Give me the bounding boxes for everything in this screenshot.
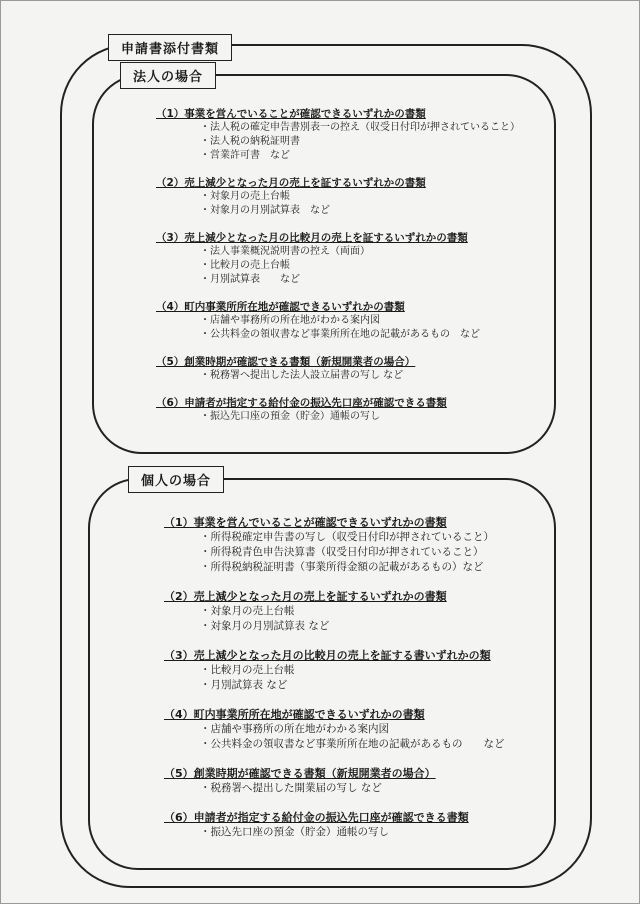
individual-item-document: ・公共料金の領収書など事業所所在地の記載があるもの など	[200, 738, 505, 750]
individual-item-document: ・比較月の売上台帳	[200, 664, 295, 676]
corporate-item-document: ・対象月の月別試算表 など	[200, 205, 330, 216]
corporate-item-document: ・月別試算表 など	[200, 274, 300, 285]
individual-item	[164, 588, 505, 634]
corporate-item-heading: （3）売上減少となった月の比較月の売上を証するいずれかの書類	[156, 232, 468, 244]
individual-item-heading: （4）町内事業所所在地が確認できるいずれかの書類	[164, 708, 425, 721]
corporate-item-heading: （4）町内事業所所在地が確認できるいずれかの書類	[156, 301, 405, 313]
corporate-section-label: 法人の場合	[120, 62, 216, 89]
individual-item-list	[164, 514, 505, 853]
individual-item	[164, 706, 505, 752]
individual-item-document: ・所得税青色申告決算書（収受日付印が押されていること）	[200, 546, 484, 558]
individual-item-document: ・対象月の売上台帳	[200, 605, 295, 617]
corporate-item-document: ・公共料金の領収書など事業所所在地の記載があるもの など	[200, 329, 480, 340]
individual-item-document: ・所得税確定申告書の写し（収受日付印が押されていること）	[200, 531, 494, 543]
individual-item-document: ・所得税納税証明書（事業所得金額の記載があるもの）など	[200, 561, 484, 573]
corporate-item-list	[156, 106, 520, 436]
individual-item	[164, 514, 505, 575]
individual-item	[164, 647, 505, 693]
corporate-item	[156, 106, 520, 163]
individual-item	[164, 765, 505, 796]
corporate-item-document: ・法人税の納税証明書	[200, 136, 300, 147]
individual-item-heading: （3）売上減少となった月の比較月の売上を証する書いずれかの類	[164, 649, 491, 662]
corporate-item-heading: （1）事業を営んでいることが確認できるいずれかの書類	[156, 108, 426, 120]
corporate-item-document: ・法人事業概況説明書の控え（両面）	[200, 246, 370, 257]
corporate-item-document: ・対象月の売上台帳	[200, 191, 290, 202]
corporate-item-document: ・税務署へ提出した法人設立届書の写し など	[200, 370, 404, 381]
corporate-item	[156, 299, 520, 342]
corporate-item-document: ・営業許可書 など	[200, 150, 290, 161]
corporate-item-document: ・店舗や事務所の所在地がわかる案内図	[200, 315, 380, 326]
corporate-item	[156, 175, 520, 218]
corporate-item-document: ・法人税の確定申告書別表一の控え（収受日付印が押されていること）	[200, 122, 520, 133]
corporate-item	[156, 354, 520, 383]
corporate-item-heading: （6）申請者が指定する給付金の振込先口座が確認できる書類	[156, 397, 447, 409]
individual-item-heading: （6）申請者が指定する給付金の振込先口座が確認できる書類	[164, 811, 469, 824]
corporate-item-document: ・振込先口座の預金（貯金）通帳の写し	[200, 411, 380, 422]
individual-item-document: ・税務署へ提出した開業届の写し など	[200, 782, 382, 794]
individual-item	[164, 809, 505, 840]
corporate-item-heading: （5）創業時期が確認できる書類（新規開業者の場合）	[156, 356, 416, 368]
individual-item-document: ・対象月の月別試算表 など	[200, 620, 330, 632]
individual-item-heading: （1）事業を営んでいることが確認できるいずれかの書類	[164, 516, 447, 529]
individual-section-label: 個人の場合	[128, 466, 224, 493]
corporate-item-document: ・比較月の売上台帳	[200, 260, 290, 271]
individual-item-heading: （2）売上減少となった月の売上を証するいずれかの書類	[164, 590, 447, 603]
corporate-item	[156, 230, 520, 287]
individual-item-document: ・店舗や事務所の所在地がわかる案内図	[200, 723, 389, 735]
corporate-item	[156, 395, 520, 424]
document-title: 申請書添付書類	[108, 34, 232, 61]
individual-item-heading: （5）創業時期が確認できる書類（新規開業者の場合）	[164, 767, 436, 780]
individual-item-document: ・振込先口座の預金（貯金）通帳の写し	[200, 826, 389, 838]
corporate-item-heading: （2）売上減少となった月の売上を証するいずれかの書類	[156, 177, 426, 189]
individual-item-document: ・月別試算表 など	[200, 679, 288, 691]
